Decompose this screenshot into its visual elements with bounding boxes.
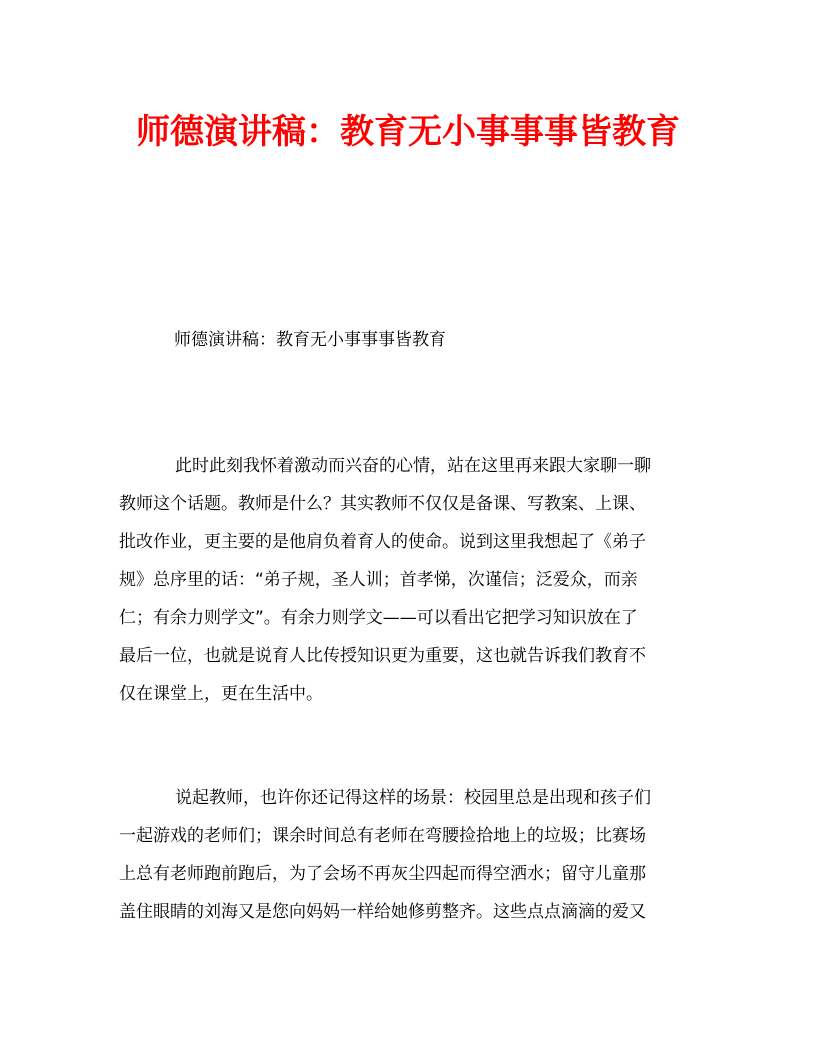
paragraph-line: 说起教师，也许你还记得这样的场景：校园里总是出现和孩子们: [175, 788, 651, 808]
paragraph-line: 一起游戏的老师们；课余时间总有老师在弯腰捡拾地上的垃圾；比赛场: [119, 826, 646, 846]
document-title: 师德演讲稿：教育无小事事事皆教育: [136, 112, 680, 152]
paragraph-2: [119, 779, 701, 931]
paragraph-line: 盖住眼睛的刘海又是您向妈妈一样给她修剪整齐。这些点点滴滴的爱又: [119, 902, 646, 922]
paragraph-line: 仅在课堂上，更在生活中。: [119, 684, 323, 704]
paragraph-line: 最后一位，也就是说育人比传授知识更为重要，这也就告诉我们教育不: [119, 646, 646, 666]
paragraph-line: 批改作业，更主要的是他肩负着育人的使命。说到这里我想起了《弟子: [119, 532, 646, 552]
paragraph-line: 规》总序里的话：“弟子规，圣人训；首孝悌，次谨信；泛爱众，而亲: [119, 570, 638, 590]
paragraph-line: 此时此刻我怀着激动而兴奋的心情，站在这里再来跟大家聊一聊: [175, 456, 651, 476]
paragraph-line: 上总有老师跑前跑后，为了会场不再灰尘四起而得空洒水；留守儿童那: [119, 864, 646, 884]
paragraph-1: [119, 447, 701, 713]
document-subtitle: 师德演讲稿：教育无小事事事皆教育: [174, 330, 446, 350]
paragraph-line: 教师这个话题。教师是什么？其实教师不仅仅是备课、写教案、上课、: [119, 494, 646, 514]
paragraph-line: 仁；有余力则学文”。有余力则学文——可以看出它把学习知识放在了: [119, 608, 638, 628]
